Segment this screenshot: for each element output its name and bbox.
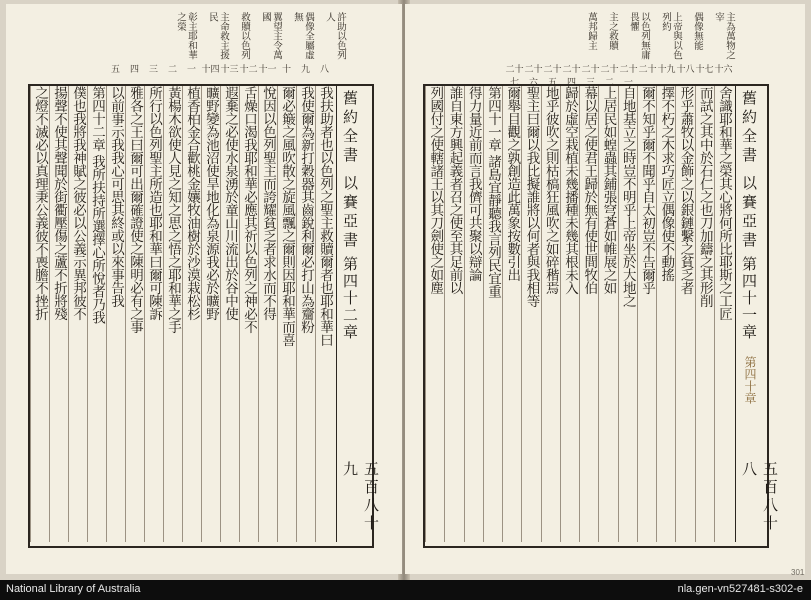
margin-note: 主命救主援民 xyxy=(207,12,229,60)
text-column: 我使爾為新打穀器其齒銳利爾必打山為齏粉 xyxy=(296,86,315,542)
text-column: 形乎蕭牧以金飾之以銀鏈繫之貧乏者 xyxy=(675,86,694,542)
text-column: 上居民如蝗蟲其鋪張穹蒼如帷展之如 xyxy=(598,86,617,542)
page-number: 五百八十八 xyxy=(740,461,779,533)
margin-note: 偶像無能 xyxy=(692,12,703,50)
credit-bar xyxy=(0,580,811,600)
verse-number: 十三 xyxy=(220,65,239,75)
margin-note: 救贖以色列 xyxy=(239,12,250,60)
text-column: 所行以色列聖主所造也耶和華曰爾可陳訴 xyxy=(144,86,163,542)
library-credit: National Library of Australia xyxy=(6,583,141,595)
right-running-head xyxy=(735,86,779,542)
text-column: 僕也我將我神賦之彼必以公義示異邦彼不 xyxy=(68,86,87,542)
margin-note: 許助以色列人 xyxy=(324,12,346,60)
text-column: 地乎彼吹之則枯槁狂風吹之如碎稭焉 xyxy=(541,86,560,542)
verse-number: 四 xyxy=(129,65,139,75)
margin-note: 翼望主令萬國 xyxy=(260,12,282,60)
verse-number: 二十五 xyxy=(543,65,562,88)
verse-number: 三 xyxy=(148,65,158,75)
verse-number: 十六 xyxy=(714,65,733,75)
chapter-sublabel: 第四十章 xyxy=(743,356,757,404)
text-column: 爾必簸之風吹散之旋風飄之爾則因耶和華而喜 xyxy=(277,86,296,542)
verse-number: 十九 xyxy=(657,65,676,75)
verse-number: 二十三 xyxy=(581,65,600,88)
text-column: 舍識耶和華之榮其心將何所比耶斯之工匠 xyxy=(714,86,733,542)
verse-number: 二十 xyxy=(638,65,657,75)
text-column: 植香柏金合歡桃金孃牧油樹於沙漠栽松杉 xyxy=(182,86,201,542)
margin-note: 彰主耶和華之榮 xyxy=(175,12,197,60)
text-column: 擇不朽之木求巧匠立偶像使不動搖 xyxy=(656,86,675,542)
text-column: 自地基立之時豈不明乎上帝坐於大地之 xyxy=(618,86,637,542)
left-page xyxy=(6,4,402,574)
text-column: 以前事示我我心可思其終或以來事告我 xyxy=(106,86,125,542)
left-margin-notes xyxy=(46,12,346,60)
text-column: 誰自東方興起義者召之使至其足前以 xyxy=(444,86,463,542)
chapter-label: 第四十一章 xyxy=(740,256,758,341)
verse-number: 十二 xyxy=(239,65,258,75)
verse-number: 十七 xyxy=(695,65,714,75)
verse-number: 十八 xyxy=(676,65,695,75)
margin-note: 上帝與以色列約 xyxy=(660,12,682,60)
verse-number: 二十四 xyxy=(562,65,581,88)
text-column: 曠野變為池沼使旱地化為泉源我必於曠野 xyxy=(201,86,220,542)
verse-number: 二十二 xyxy=(600,65,619,88)
text-column: 爾舉目觀之孰創造此萬象按數引出 xyxy=(502,86,521,542)
text-column: 遐棄之必使水泉湧於童山川流出於谷中使 xyxy=(220,86,239,542)
text-column: 列國付之使轄諸王以其刀劍使之如塵 xyxy=(425,86,444,542)
verse-number: 十 xyxy=(281,65,291,75)
left-verse-numbers xyxy=(30,62,334,82)
text-column: 爾不知乎爾不聞乎自太初豈不告爾乎 xyxy=(637,86,656,542)
verse-number: 二十七 xyxy=(505,65,524,88)
left-running-head xyxy=(336,86,380,542)
text-column: 歸於虛空栽植未幾播種未幾其根未入 xyxy=(560,86,579,542)
left-text-columns xyxy=(30,86,334,542)
text-column: 雅各之王曰爾可出爾確證使之陳明必有之事 xyxy=(125,86,144,542)
margin-note: 主為萬物之宰 xyxy=(713,12,735,60)
text-column: 悅因以色列聖主而誇耀貧乏者求水而不得 xyxy=(258,86,277,542)
margin-note: 偶像全屬虛無 xyxy=(292,12,314,60)
page-stamp: 301 xyxy=(791,568,805,577)
verse-number: 十四 xyxy=(201,65,220,75)
text-column: 幕以居之使君王歸於無有使世間牧伯 xyxy=(579,86,598,542)
verse-number: 二十六 xyxy=(524,65,543,88)
text-column: 舌燥口渴我耶和華必應其祈以色列之神必不 xyxy=(239,86,258,542)
verse-number: 一 xyxy=(186,65,196,75)
page-number: 五百八十九 xyxy=(341,461,380,533)
book-title: 舊約全書 以賽亞書 xyxy=(740,90,758,251)
text-column: 得力量近前而言我儕可共聚以辯論 xyxy=(464,86,483,542)
text-column: 黃楊木欲使人見之知之思之悟之耶和華之手 xyxy=(163,86,182,542)
margin-note: 以色列無庸畏懼 xyxy=(628,12,650,60)
text-column: 而試之其中於石仁之也刀加鑄之其形削 xyxy=(695,86,714,542)
text-column: 第四十一章 諸島宜靜聽我言列民宜重 xyxy=(483,86,502,542)
text-column: 第四十二章 我所扶持所選擇心所悅者乃我 xyxy=(87,86,106,542)
text-column: 我扶助者也以色列之聖主救贖爾者也耶和華曰 xyxy=(315,86,334,542)
margin-note: 萬邦歸主 xyxy=(586,12,597,50)
margin-note: 主之救贖 xyxy=(607,12,618,50)
right-verse-numbers xyxy=(425,62,733,88)
verse-number: 二十一 xyxy=(619,65,638,88)
text-column: 之燈不滅必以真理秉公義彼不喪膽不挫折 xyxy=(30,86,49,542)
text-column: 揚聲不使其聲聞於街衢壓傷之蘆不折將殘 xyxy=(49,86,68,542)
verse-number: 二 xyxy=(167,65,177,75)
verse-number: 五 xyxy=(110,65,120,75)
right-margin-notes xyxy=(435,12,735,60)
right-text-columns xyxy=(425,86,733,542)
item-identifier: nla.gen-vn527481-s302-e xyxy=(677,583,803,595)
right-page xyxy=(405,4,805,574)
chapter-label: 第四十二章 xyxy=(341,256,359,341)
verse-number: 十一 xyxy=(258,65,277,75)
verse-number: 八 xyxy=(319,65,329,75)
book-title: 舊約全書 以賽亞書 xyxy=(341,90,359,251)
text-column: 聖主曰爾以我比擬誰將以何者與我相等 xyxy=(521,86,540,542)
verse-number: 九 xyxy=(300,65,310,75)
